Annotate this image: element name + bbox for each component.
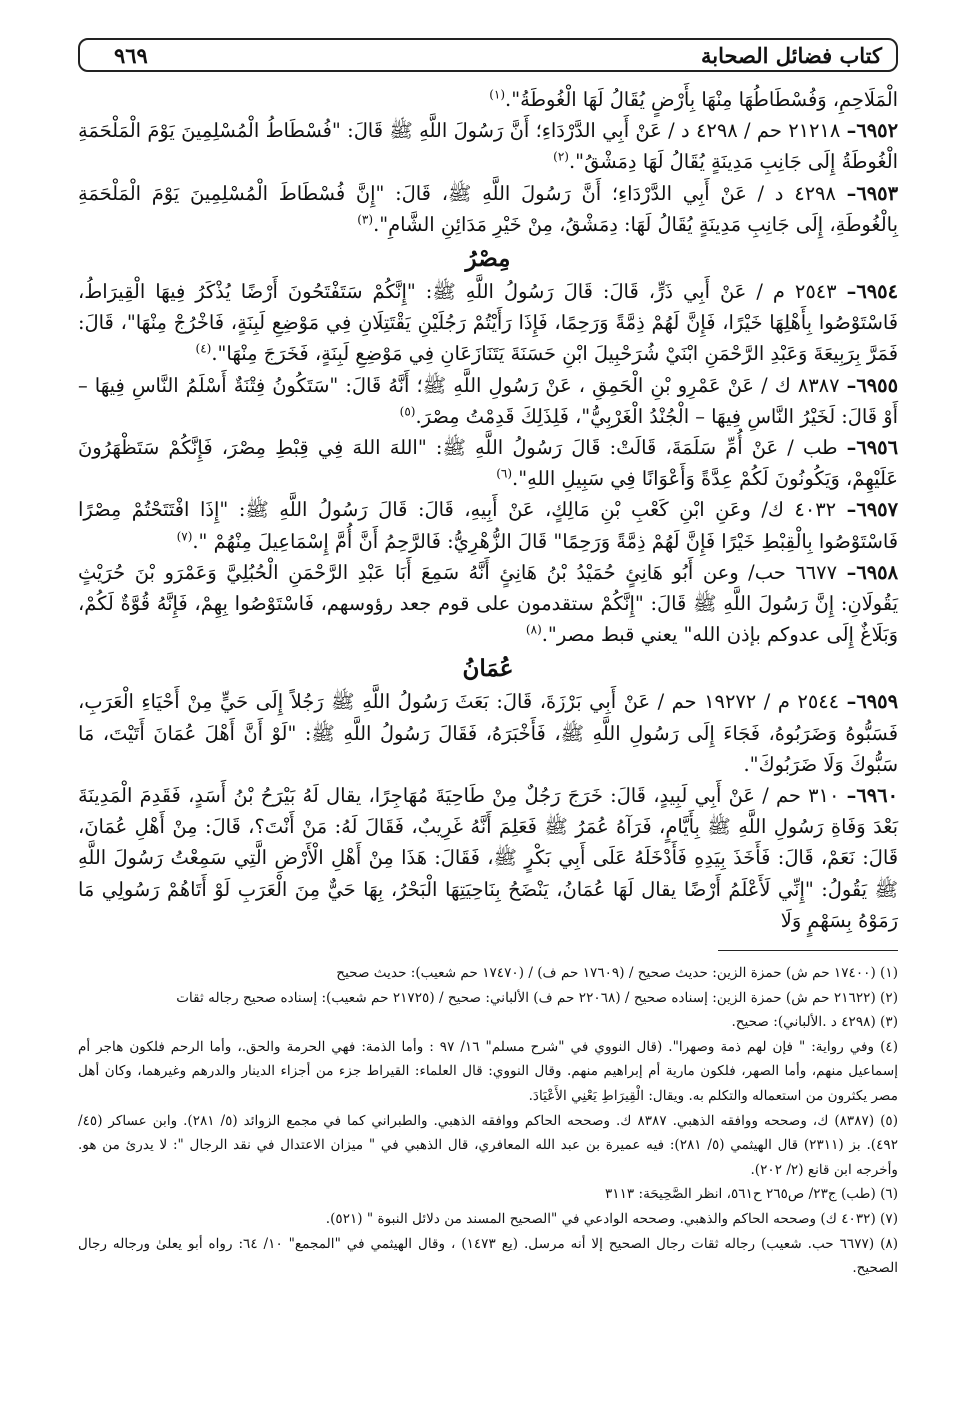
footnote-2: (٢) (٢١٦٢٢ حم ش) حمزة الزين: إسناده صحيح / (٢٢٠٦٨ حم ف) الألباني: صحيح / (٢١٧٢٥ حم شعيب): إسناده صحيح رجاله ثقات <box>176 989 898 1006</box>
page-header <box>78 38 898 72</box>
footnote-divider <box>718 950 898 951</box>
footnote-marker: (٥) <box>399 404 416 419</box>
hadith-6958 <box>78 557 898 651</box>
hadith-text: ٢١٢١٨ حم / ٤٢٩٨ د / عَنْ أَبِي الدَّرْدَاءِ؛ أَنَّ رَسُولَ اللَّهِ ﷺ قَالَ: "فُسْطَاطُ الْمُسْلِمِينَ يَوْمَ الْمَلْحَمَةِ الْغُوطَةُ إِلَى جَانِبِ مَدِينَةٍ يُقَالُ لَهَا دِمَشْقُ". <box>78 119 898 174</box>
footnotes <box>78 961 898 1281</box>
hadith-text: ٤٠٣٢ ك/ وعَنِ ابْنِ كَعْبِ بْنِ مَالِكٍ، عَنْ أَبِيهِ، قَالَ: قَالَ رَسُولُ اللَّهِ ﷺ: "إِذَا افْتَتَحْتُمْ مِصْرًا فَاسْتَوْصُوا بِالْقِبْطِ خَيْرًا فَإِنَّ لَهُمْ ذِمَّةً وَرَحِمًا" قَالَ الزُّهْرِيُّ: فَالرَّحِمُ أَنَّ أُمَّ إِسْمَاعِيلَ مِنْهُمْ ". <box>78 498 898 553</box>
hadith-number: ٦٩٥٨– <box>846 560 898 584</box>
hadith-text: ٢٥٤٤ م / ١٩٢٧٢ حم / عَنْ أَبِي بَرْزَةَ، قَالَ: بَعَثَ رَسُولُ اللَّهِ ﷺ رَجُلاً إِلَى حَيٍّ مِنْ أَحْيَاءِ الْعَرَبِ، فَسَبُّوهُ وَضَرَبُوهُ، فَجَاءَ إِلَى رَسُولِ اللَّهِ ﷺ، فَأَخْبَرَهُ، فَقَالَ رَسُولُ اللَّهِ ﷺ: "لَوْ أَنَّ أَهْلَ عُمَانَ أَتَيْتَ، مَا سَبُّوكَ وَلَا ضَرَبُوكَ". <box>78 690 898 776</box>
hadith-6952 <box>78 115 898 177</box>
hadith-6953 <box>78 178 898 240</box>
hadith-number: ٦٩٥٤– <box>846 280 898 304</box>
footnote-marker: (٨) <box>525 622 542 637</box>
hadith-text: ٦٦٧٧ حب/ وعن أَبُو هَانِئٍ حُمَيْدُ بْنُ هَانِئٍ أَنَّهُ سَمِعَ أَبَا عَبْدِ الرَّحْمَنِ الْحُبُلِيَّ وَعَمْرَو بْنَ حُرَيْثٍ يَقُولَانِ: إِنَّ رَسُولَ اللَّهِ ﷺ قَالَ: "إِنَّكُمْ ستقدمون على قوم جعد رؤوسهم، فَاسْتَوْصُوا بِهِمْ، فَإِنَّهُ قُوَّةٌ لَكُمْ، وَبَلَاغٌ إِلَى عدوكم بإذن الله" يعني قبط مصر". <box>78 560 898 647</box>
footnote-5: (٥) (٨٣٨٧) ك، وصححه ووافقه الذهبي. ٨٣٨٧ ك. وصححه الحاكم ووافقه الذهبي. والطبراني كما في مجمع الزوائد (٥/ ٢٨١). وابن عساكر (٤٥/ ٤٩٢). بز (٢٣١١) قال الهيثمي (٥/ ٢٨١): فيه عميرة بن عبد الله المعافري، قال الذهبي في " ميزان الاعتدال في نقد الرجال ": لا يدرئ من هو. وأخرجه ابن قانع (٢/ ٢٠٢). <box>78 1112 898 1178</box>
hadith-6956 <box>78 432 898 494</box>
footnote-marker: (١) <box>489 87 506 102</box>
footnote-3: (٣) (٤٢٩٨ د .الألباني): صحيح. <box>731 1014 898 1031</box>
footnote-marker: (٣) <box>357 212 374 227</box>
hadith-6957 <box>78 494 898 556</box>
hadith-6954 <box>78 276 898 370</box>
hadith-text: طب / عَنْ أُمِّ سَلَمَةَ، قَالَتْ: قَالَ رَسُولُ اللَّهِ ﷺ: "اللهَ اللهَ فِي قِبْطِ مِصْرَ، فَإِنَّكُمْ سَتَظْهَرُونَ عَلَيْهِمْ، وَيَكُونُونَ لَكُمْ عِدَّةً وَأَعْوَانًا فِي سَبِيلِ اللهِ". <box>78 436 898 491</box>
hadith-6955 <box>78 370 898 432</box>
footnote-7: (٧) (٤٠٣٢ ك) وصححه الحاكم والذهبي. وصححه الوادعي في "الصحيح المسند من دلائل النبوة " (٥٢١). <box>325 1211 898 1228</box>
hadith-number: ٦٩٥٣– <box>846 181 898 205</box>
footnote-1: (١) (١٧٤٠٠ حم ش) حمزة الزين: حديث صحيح / (١٧٦٠٩ حم ف) / (١٧٤٧٠ حم شعيب): حديث صحيح <box>336 965 898 982</box>
hadith-text: ٢٥٤٣ م / عَنْ أَبِي ذَرٍّ، قَالَ: قَالَ رَسُولُ اللَّهِ ﷺ: "إِنَّكُمْ سَتَفْتَحُونَ أَرْضًا يُذْكَرُ فِيهَا الْقِيرَاطُ، فَاسْتَوْصُوا بِأَهْلِهَا خَيْرًا، فَإِنَّ لَهُمْ ذِمَّةً وَرَحِمًا، فَإِذَا رَأَيْتُمْ رَجُلَيْنِ يَقْتَتِلَانِ فِي مَوْضِعِ لَبِنَةٍ، فَاخْرُجْ مِنْهَا"، قَالَ: فَمَرَّ بِرَبِيعَةَ وَعَبْدِ الرَّحْمَنِ ابْنَيْ شُرَحْبِيلَ ابْنِ حَسَنَةَ يَتَنَازَعَانِ فِي مَوْضِعِ لَبِنَةٍ، فَخَرَجَ مِنْهَا". <box>78 280 898 366</box>
hadith-number: ٦٩٥٩– <box>846 690 899 714</box>
hadith-text: ٣١٠ حم / عَنْ أَبِي لَبِيدٍ، قَالَ: خَرَجَ رَجُلٌ مِنْ طَاحِيَةَ مُهَاجِرًا، يقال لَهُ بَيْرَحُ بْنُ أَسَدٍ، فَقَدِمَ الْمَدِينَةَ بَعْدَ وَفَاةِ رَسُولِ اللَّهِ ﷺ بِأَيَّامٍ، فَرَآهُ عُمَرُ ﷺ فَعَلِمَ أَنَّهُ غَرِيبٌ، فَقَالَ لَهُ: مَنْ أَنْتَ؟، قَالَ: مِنْ أَهْلِ عُمَانَ، قَالَ: نَعَمْ، قَالَ: فَأَخَذَ بِيَدِهِ فَأَدْخَلَهُ عَلَى أَبِي بَكْرٍ ﷺ، فَقَالَ: هَذَا مِنْ أَهْلِ الْأَرْضِ الَّتِي سَمِعْتُ رَسُولَ اللَّهِ ﷺ يَقُولُ: "إِنِّي لَأَعْلَمُ أَرْضًا يقال لَهَا عُمَانُ، يَنْضَحُ بِنَاحِيَتِهَا الْبَحْرُ، بِهَا حَيٌّ مِنَ الْعَرَبِ لَوْ أَتَاهُمْ رَسُولِي مَا رَمَوْهُ بِسَهْمٍ وَلَا <box>78 784 898 932</box>
intro-paragraph <box>78 84 898 115</box>
hadith-number: ٦٩٦٠– <box>846 784 898 808</box>
footnote-marker: (٢) <box>553 149 569 164</box>
intro-text: الْمَلَاحِمِ، وَفُسْطَاطُهَا مِنْهَا بِأَرْضٍ يُقَالُ لَهَا الْغُوطَةُ". <box>505 88 898 111</box>
hadith-text: ٨٣٨٧ ك / عَنْ عَمْرِو بْنِ الْحَمِقِ ، عَنْ رَسُولِ اللَّهِ ﷺ؛ أَنَّهُ قَالَ: "سَتَكُونُ فِتْنَةٌ أَسْلَمُ النَّاسِ فِيهَا – أَوْ قَالَ: لَخَيْرُ النَّاسِ فِيهَا – الْجُنْدُ الْغَرْبِيُّ"، فَلِذَلِكَ قَدِمْتُ مِصْرَ. <box>78 373 898 428</box>
hadith-number: ٦٩٥٢– <box>846 119 898 143</box>
main-text <box>78 84 898 936</box>
footnote-marker: (٦) <box>496 466 513 481</box>
footnote-marker: (٧) <box>176 529 193 544</box>
footnote-6: (٦) (طب) ج٢٣/ ص٢٦٥ ح٥٦١، انظر الصَّحِيحَة: ٣١١٣ <box>604 1186 898 1203</box>
hadith-6960 <box>78 780 898 936</box>
hadith-number: ٦٩٥٧– <box>846 498 898 522</box>
hadith-6959 <box>78 686 898 780</box>
section-title-oman: عُمَانُ <box>462 655 514 683</box>
hadith-text: ٤٢٩٨ د / عَنْ أَبِي الدَّرْدَاءِ؛ أَنَّ رَسُولَ اللَّهِ ﷺ، قَالَ: "إِنَّ فُسْطَاطَ الْمُسْلِمِينَ يَوْمَ الْمَلْحَمَةِ بِالْغُوطَةِ، إِلَى جَانِبِ مَدِينَةٍ يُقَالُ لَهَا: دِمَشْقُ، مِنْ خَيْرِ مَدَائِنِ الشَّامِ". <box>78 181 898 236</box>
page-number: ٩٦٩ <box>114 42 148 68</box>
footnote-4: (٤) وفي رواية: " فإن لهم ذمة وصهرا". (قال النووي في "شرح مسلم" ١٦/ ٩٧ : وأما الذمة: فهي الحرمة والحق.، وأما الرحم فلكون هاجر أم إسماعيل منهم، وأما الصهر، فلكون مارية أم إبراهيم منهم. وقال النووي: قال العلماء: القيراط جزء من أجزاء الدينار والدرهم وغيرهما، وكان أهل مصر يكثرون من استعماله والتكلم به. ويقال: الْقِيرَاطِ يَعْنِي الأَعْيَادَ. <box>78 1038 899 1105</box>
book-title: كتاب فضائل الصحابة <box>700 42 882 68</box>
hadith-number: ٦٩٥٦– <box>846 436 899 460</box>
page <box>78 38 898 1281</box>
footnote-8: (٨) (٦٦٧٧ حب. شعيب) رجاله ثقات رجال الصحيح إلا أنه مرسل. (يع ١٤٧٣) ، وقال الهيثمي في "المجمع" ١٠/ ٦٤: رواه أبو يعلىٰ ورجاله رجال الصحيح. <box>78 1235 898 1277</box>
section-title-misr: مِصْرُ <box>465 245 511 273</box>
hadith-number: ٦٩٥٥– <box>846 373 898 397</box>
footnote-marker: (٤) <box>195 341 212 356</box>
